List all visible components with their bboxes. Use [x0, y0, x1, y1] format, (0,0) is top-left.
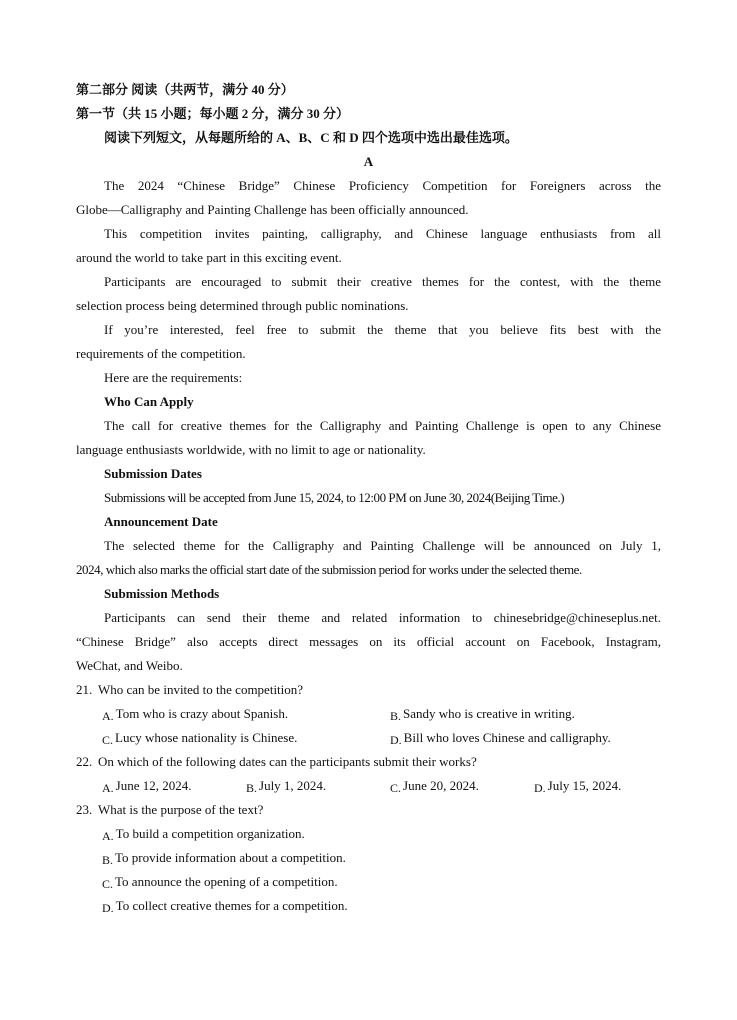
option-c[interactable]: [76, 870, 661, 894]
paragraph-3-line-1: Participants are encouraged to submit their creative themes for the contest, with the theme: [104, 274, 661, 289]
heading-submission-methods: Submission Methods: [104, 586, 220, 601]
passage-letter: A: [363, 154, 374, 169]
option-letter: B.: [390, 709, 402, 723]
option-letter: B.: [246, 781, 258, 795]
option-d[interactable]: [76, 894, 661, 918]
paragraph-1-line-2: Globe—Calligraphy and Painting Challenge has been officially announced.: [76, 202, 469, 217]
option-letter: D.: [390, 733, 402, 747]
option-text: Tom who is crazy about Spanish.: [115, 706, 289, 721]
paragraph-3-line-2: selection process being determined through public nominations.: [76, 298, 409, 313]
question-22: [76, 750, 661, 774]
option-letter: C.: [102, 733, 114, 747]
heading-who-can-apply: Who Can Apply: [104, 394, 194, 409]
announce-line-2: 2024, which also marks the official start date of the submission period for works under the selected theme.: [76, 562, 582, 577]
question-21: [76, 678, 661, 702]
paragraph-4-line-2: requirements of the competition.: [76, 346, 246, 361]
option-a[interactable]: [102, 702, 390, 726]
dates-text: Submissions will be accepted from June 15, 2024, to 12:00 PM on June 30, 2024(Beijing Time.): [104, 490, 565, 505]
paragraph-1-line-1: The 2024 “Chinese Bridge” Chinese Proficiency Competition for Foreigners across the: [104, 178, 661, 193]
question-stem: What is the purpose of the text?: [98, 802, 264, 817]
option-text: To announce the opening of a competition.: [115, 874, 338, 889]
paragraph-2-line-1: This competition invites painting, calligraphy, and Chinese language enthusiasts from all: [104, 226, 661, 241]
option-letter: A.: [102, 829, 114, 843]
who-line-2: language enthusiasts worldwide, with no limit to age or nationality.: [76, 442, 426, 457]
methods-line-1: Participants can send their theme and related information to chinesebridge@chineseplus.net.: [104, 610, 661, 625]
option-text: Bill who loves Chinese and calligraphy.: [403, 730, 611, 745]
heading-submission-dates: Submission Dates: [104, 466, 202, 481]
paragraph-4-line-1: If you’re interested, feel free to submit the theme that you believe fits best with the: [104, 322, 661, 337]
option-a[interactable]: [76, 822, 661, 846]
paragraph-5: Here are the requirements:: [104, 370, 243, 385]
option-b[interactable]: [390, 702, 575, 726]
option-letter: D.: [102, 901, 114, 915]
question-21-options-row-1: [76, 702, 661, 726]
question-21-options-row-2: [76, 726, 661, 750]
option-text: July 15, 2024.: [547, 778, 622, 793]
option-c[interactable]: [102, 726, 390, 750]
option-c[interactable]: [390, 774, 534, 798]
option-letter: A.: [102, 781, 114, 795]
part-heading: 第二部分 阅读（共两节，满分 40 分）: [76, 82, 294, 97]
heading-announcement-date: Announcement Date: [104, 514, 218, 529]
question-stem: On which of the following dates can the participants submit their works?: [98, 754, 477, 769]
option-b[interactable]: [76, 846, 661, 870]
instruction: 阅读下列短文，从每题所给的 A、B、C 和 D 四个选项中选出最佳选项。: [104, 130, 518, 145]
option-letter: A.: [102, 709, 114, 723]
methods-line-3: WeChat, and Weibo.: [76, 658, 183, 673]
question-22-options-row: [76, 774, 661, 798]
option-letter: C.: [102, 877, 114, 891]
question-23: [76, 798, 661, 822]
option-d[interactable]: [390, 726, 611, 750]
option-text: June 12, 2024.: [115, 778, 192, 793]
option-text: To provide information about a competition.: [115, 850, 346, 865]
option-b[interactable]: [246, 774, 390, 798]
option-text: To build a competition organization.: [115, 826, 305, 841]
option-text: To collect creative themes for a competition.: [115, 898, 348, 913]
option-letter: C.: [390, 781, 402, 795]
question-stem: Who can be invited to the competition?: [98, 682, 304, 697]
question-number: 22.: [76, 754, 93, 769]
paragraph-2-line-2: around the world to take part in this exciting event.: [76, 250, 342, 265]
option-a[interactable]: [102, 774, 246, 798]
announce-line-1: The selected theme for the Calligraphy and Painting Challenge will be announced on July 1,: [104, 538, 661, 553]
section-heading: 第一节（共 15 小题；每小题 2 分，满分 30 分）: [76, 106, 350, 121]
question-number: 21.: [76, 682, 93, 697]
exam-page: [76, 78, 661, 918]
option-d[interactable]: [534, 774, 621, 798]
option-text: Sandy who is creative in writing.: [403, 706, 575, 721]
option-letter: B.: [102, 853, 114, 867]
option-text: July 1, 2024.: [259, 778, 327, 793]
option-text: June 20, 2024.: [403, 778, 479, 793]
who-line-1: The call for creative themes for the Calligraphy and Painting Challenge is open to any Chinese: [104, 418, 661, 433]
question-number: 23.: [76, 802, 93, 817]
option-letter: D.: [534, 781, 546, 795]
methods-line-2: “Chinese Bridge” also accepts direct messages on its official account on Facebook, Instagram,: [76, 634, 661, 649]
option-text: Lucy whose nationality is Chinese.: [115, 730, 298, 745]
